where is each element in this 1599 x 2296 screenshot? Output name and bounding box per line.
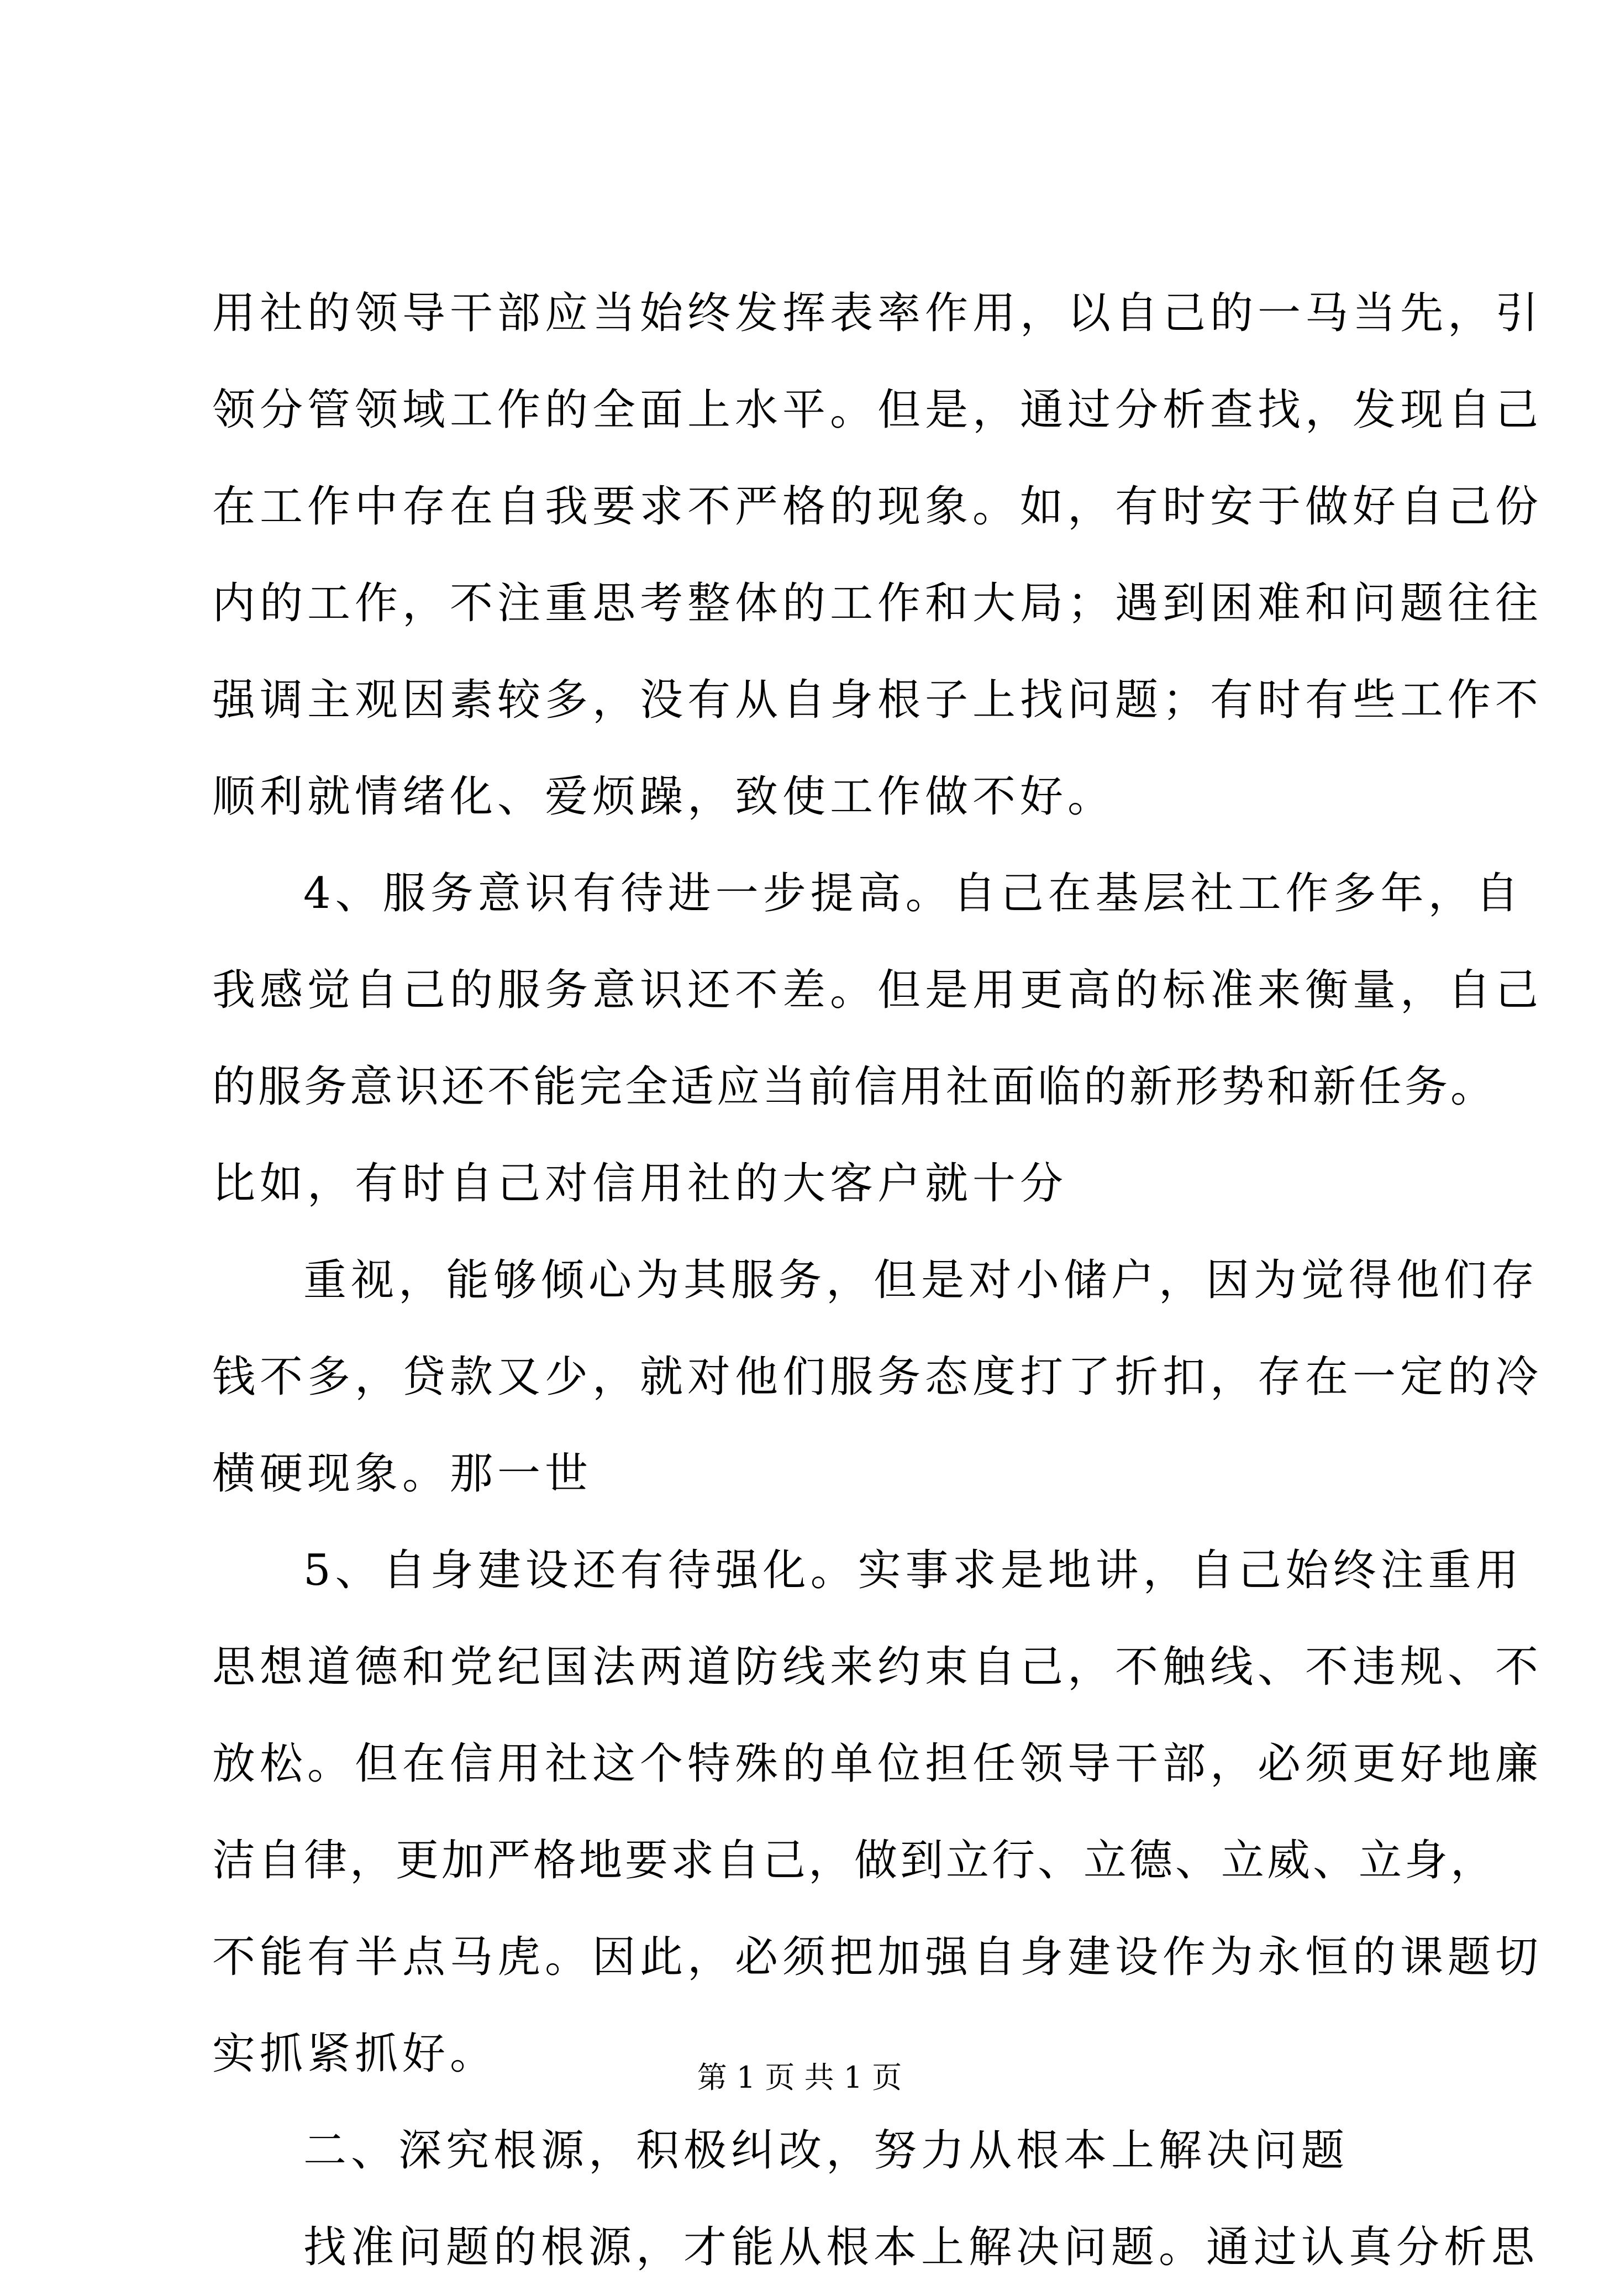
text-line: 强调主观因素较多，没有从自身根子上找问题；有时有些工作不 — [212, 675, 1543, 725]
text-line: 实抓紧抓好。 — [212, 2029, 498, 2079]
page-number: 第 1 页 共 1 页 — [697, 2060, 902, 2095]
text-line: 内的工作，不注重思考整体的工作和大局；遇到困难和问题往往 — [212, 579, 1543, 628]
text-line: 重视，能够倾心为其服务，但是对小储户，因为觉得他们存 — [303, 1255, 1539, 1305]
paragraph-heading-4: 4、服务意识有待进一步提高。自己在基层社工作多年，自 — [303, 869, 1523, 918]
paragraph-heading-5: 5、自身建设还有待强化。实事求是地讲，自己始终注重用 — [303, 1546, 1523, 1595]
text-line: 比如，有时自己对信用社的大客户就十分 — [212, 1159, 1068, 1209]
document-body — [212, 265, 1543, 2296]
text-line: 领分管领域工作的全面上水平。但是，通过分析查找，发现自己 — [212, 385, 1543, 435]
text-line: 放松。但在信用社这个特殊的单位担任领导干部，必须更好地廉 — [212, 1739, 1543, 1789]
text-line: 不能有半点马虎。因此，必须把加强自身建设作为永恒的课题切 — [212, 1932, 1543, 1982]
section-heading: 二、深究根源，积极纠改，努力从根本上解决问题 — [303, 2126, 1349, 2176]
text-line: 顺利就情绪化、爱烦躁，致使工作做不好。 — [212, 772, 1116, 822]
text-line: 我感觉自己的服务意识还不差。但是用更高的标准来衡量，自己 — [212, 965, 1543, 1015]
text-line: 思想道德和党纪国法两道防线来约束自己，不触线、不违规、不 — [212, 1642, 1543, 1692]
text-line: 的服务意识还不能完全适应当前信用社面临的新形势和新任务。 — [212, 1062, 1497, 1112]
text-line: 洁自律，更加严格地要求自己，做到立行、立德、立威、立身， — [212, 1836, 1497, 1885]
text-line: 钱不多，贷款又少，就对他们服务态度打了折扣，存在一定的冷 — [212, 1352, 1543, 1402]
text-line: 横硬现象。那一世 — [212, 1449, 593, 1499]
text-line: 找准问题的根源，才能从根本上解决问题。通过认真分析思 — [303, 2223, 1539, 2272]
text-line: 在工作中存在自我要求不严格的现象。如，有时安于做好自己份 — [212, 482, 1543, 532]
text-line: 用社的领导干部应当始终发挥表率作用，以自己的一马当先，引 — [212, 288, 1543, 338]
